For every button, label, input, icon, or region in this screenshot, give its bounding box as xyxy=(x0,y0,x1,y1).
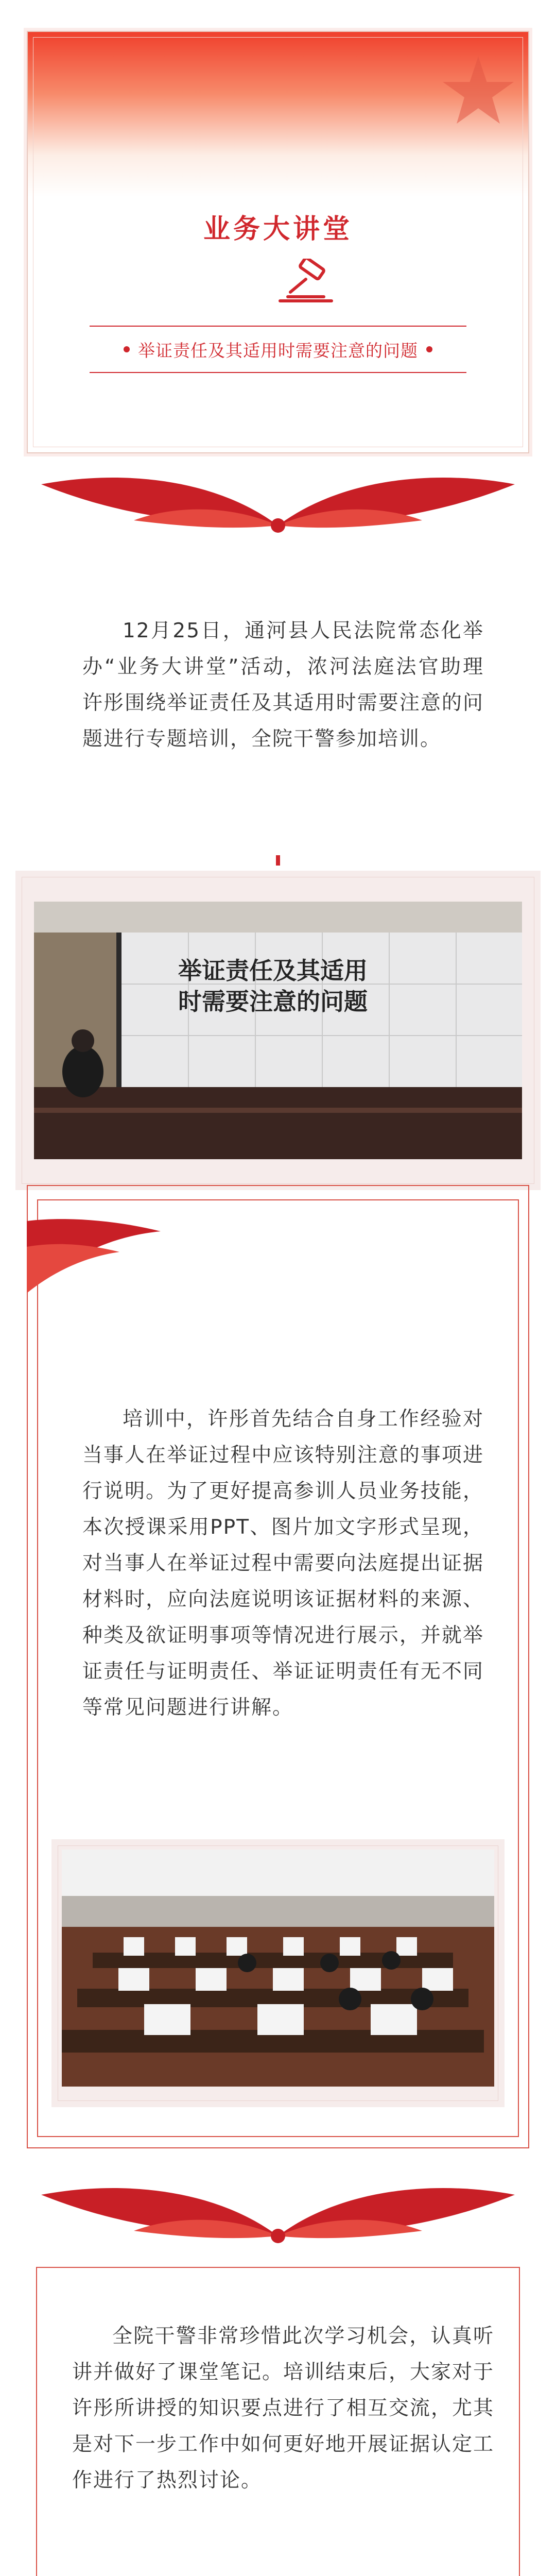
page-title: 业务大讲堂 xyxy=(203,214,353,245)
detail-section xyxy=(0,1185,556,2154)
audience-photo xyxy=(62,1850,494,2087)
header-card xyxy=(27,31,529,453)
corner-ribbon-decoration xyxy=(27,1216,161,1298)
subtitle-bar xyxy=(90,326,466,373)
page-subtitle: 举证责任及其适用时需要注意的问题 xyxy=(138,340,418,361)
screen-text-line1: 举证责任及其适用 xyxy=(178,957,368,985)
detail-paragraph: 培训中，许彤首先结合自身工作经验对当事人在举证过程中应该特别注意的事项进行说明。为了更好提高参训人员业务技能，本次授课采用PPT、图片加文字形式呈现，对当事人在举证过程中需要向法庭提出证据材料时，应向法庭说明该证据材料的来源、种类及欲证明事项等情况进行展示，并就举证责任与证明责任、举证证明责任有无不同等常见问题进行讲解。 xyxy=(82,1408,484,1719)
ribbon-decoration-top xyxy=(31,448,525,551)
lecture-photo xyxy=(34,902,522,1159)
subtitle-dot-right xyxy=(426,346,432,352)
closing-paragraph: 全院干警非常珍惜此次学习机会，认真听讲并做好了课堂笔记。培训结束后，大家对于许彤所讲授的知识要点进行了相互交流，尤其是对下一步工作中如何更好地开展证据认定工作进行了热烈讨论。 xyxy=(72,2325,495,2492)
screen-text-line2: 时需要注意的问题 xyxy=(178,988,368,1015)
divider-tick xyxy=(276,855,280,866)
intro-section xyxy=(0,613,556,855)
intro-paragraph: 12月25日，通河县人民法院常态化举办“业务大讲堂”活动，浓河法庭法官助理许彤围绕举证责任及其适用时需要注意的问题进行专题培训，全院干警参加培训。 xyxy=(82,619,484,751)
star-icon xyxy=(440,53,517,130)
photo-frame-audience xyxy=(51,1839,505,2107)
ribbon-decoration-middle xyxy=(31,2164,525,2257)
header-banner xyxy=(0,21,556,448)
subtitle-dot-left xyxy=(124,346,130,352)
photo-frame-lecture xyxy=(15,871,541,1190)
gavel-icon xyxy=(270,259,342,305)
